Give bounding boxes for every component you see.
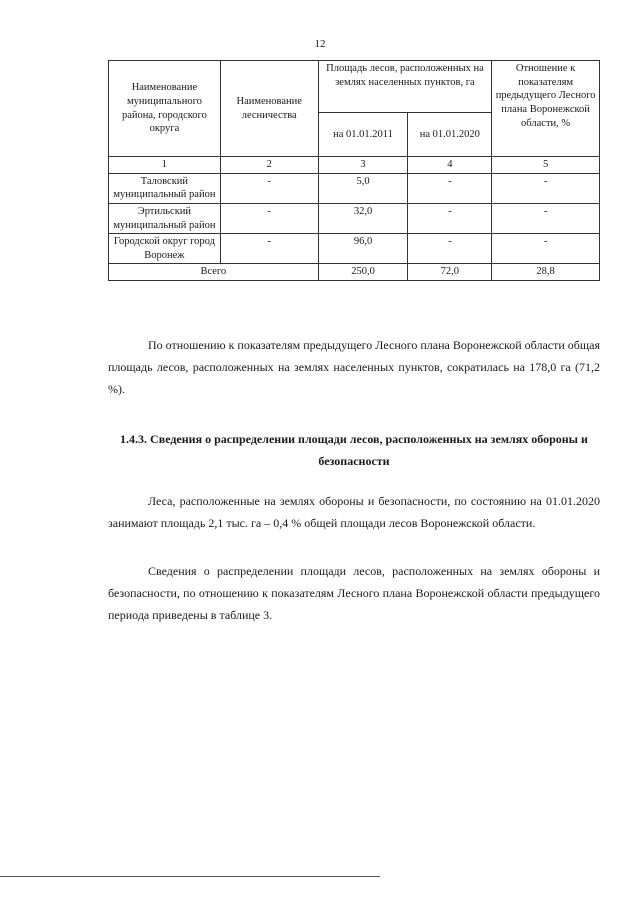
total-label: Всего	[109, 264, 319, 281]
area-2020-cell: -	[408, 234, 492, 264]
paragraph-table-reference: Сведения о распределении площади лесов, расположенных на землях обороны и безопасности, по отношению к показателям Лесного плана Воронежской области предыдущего периода приведены в таблице 3.	[108, 564, 600, 622]
column-number: 5	[492, 157, 600, 174]
column-number: 3	[318, 157, 408, 174]
district-cell: Таловский муниципальный район	[109, 173, 221, 203]
page-number: 12	[314, 38, 326, 50]
paragraph-reduction: По отношению к показателям предыдущего Лесного плана Воронежской области общая площадь лесов, расположенных на землях населенных пунктов, сократилась на 178,0 га (71,2 %).	[108, 338, 600, 396]
forestry-cell: -	[220, 173, 318, 203]
area-2020-cell: -	[408, 203, 492, 233]
column-number: 4	[408, 157, 492, 174]
header-date-2020: на 01.01.2020	[408, 113, 492, 157]
header-ratio: Отношение к показателям предыдущего Лесного плана Воронежской области, %	[492, 61, 600, 157]
forest-area-table	[108, 60, 600, 281]
forestry-cell: -	[220, 234, 318, 264]
district-cell: Эртильский муниципальный район	[109, 203, 221, 233]
forestry-cell: -	[220, 203, 318, 233]
header-district: Наименование муниципального района, городского округа	[109, 61, 221, 157]
total-ratio: 28,8	[492, 264, 600, 281]
ratio-cell: -	[492, 173, 600, 203]
total-row	[109, 264, 600, 281]
area-2020-cell: -	[408, 173, 492, 203]
table-row	[109, 234, 600, 264]
section-heading: 1.4.3. Сведения о распределении площади лесов, расположенных на землях обороны и безопасности	[120, 432, 588, 468]
area-2011-cell: 32,0	[318, 203, 408, 233]
header-forestry: Наименование лесничества	[220, 61, 318, 157]
total-area-2011: 250,0	[318, 264, 408, 281]
ratio-cell: -	[492, 203, 600, 233]
table-row	[109, 203, 600, 233]
table-row	[109, 173, 600, 203]
ratio-cell: -	[492, 234, 600, 264]
column-number: 1	[109, 157, 221, 174]
header-area-group: Площадь лесов, расположенных на землях населенных пунктов, га	[318, 61, 492, 113]
column-number: 2	[220, 157, 318, 174]
area-2011-cell: 96,0	[318, 234, 408, 264]
paragraph-defense-lands: Леса, расположенные на землях обороны и безопасности, по состоянию на 01.01.2020 занимают площадь 2,1 тыс. га – 0,4 % общей площади лесов Воронежской области.	[108, 494, 600, 530]
footer-rule	[0, 876, 380, 877]
district-cell: Городской округ город Воронеж	[109, 234, 221, 264]
area-2011-cell: 5,0	[318, 173, 408, 203]
header-date-2011: на 01.01.2011	[318, 113, 408, 157]
total-area-2020: 72,0	[408, 264, 492, 281]
